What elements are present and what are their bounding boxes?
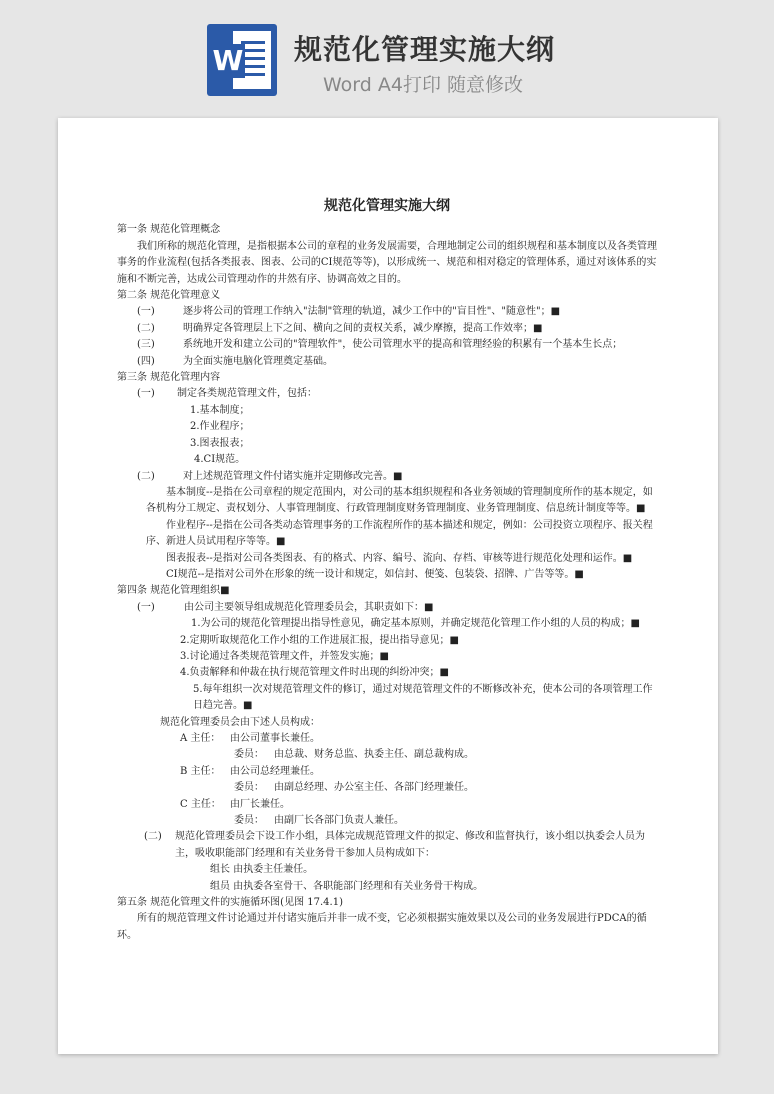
banner-title: 规范化管理实施大纲	[294, 33, 556, 66]
member-text: 由副厂长各部门负责人兼任。	[274, 815, 404, 827]
article-4-section-2	[117, 829, 657, 862]
committee-chair	[117, 797, 657, 813]
list-item: 4.CI规范。	[194, 454, 246, 466]
chair-text: 由公司董事长兼任。	[230, 733, 320, 744]
section-number: (二)	[137, 470, 155, 482]
item-number: (三)	[137, 339, 155, 351]
section-number: (二)	[144, 831, 162, 843]
definition-paragraph: 基本制度--是指在公司章程的规定范围内，对公司的基本组织规程和各业务领域的管理制度所作的基本规定，如各机构分工规定、责权划分、人事管理制度、行政管理制度财务管理制度、业务管理制度、信息统计制度等等。■	[146, 486, 653, 515]
article-2-heading: 第二条 规范化管理意义	[117, 290, 221, 302]
item-text: 逐步将公司的管理工作纳入"法制"管理的轨道，减少工作中的"盲目性"、"随意性"；■	[183, 306, 561, 318]
top-banner	[0, 0, 774, 112]
word-letter: W	[212, 44, 244, 77]
section-number: (一)	[137, 601, 155, 613]
member-label: 委员：	[234, 749, 264, 761]
document-title: 规范化管理实施大纲	[324, 198, 450, 214]
section-text: 由公司主要领导组成规范化管理委员会，其职责如下：■	[184, 601, 434, 613]
duty-item: 1.为公司的规范化管理提出指导性意见，确定基本原则，并确定规范化管理工作小组的人员的构成；■	[191, 618, 640, 630]
definition-paragraph: 图表报表--是指对公司各类图表、有的格式、内容、编号、流向、存档、审核等进行规范化处理和运作。■	[166, 552, 633, 564]
definition-paragraph: 作业程序--是指在公司各类动态管理事务的工作流程所作的基本描述和规定，例如：公司投资立项程序、报关程序、新进人员试用程序等等。■	[146, 519, 653, 548]
article-3-section-1	[117, 386, 657, 402]
item-text: 为全面实施电脑化管理奠定基础。	[183, 355, 333, 367]
member-label: 委员：	[234, 815, 264, 827]
chair-role: C 主任：	[180, 798, 221, 810]
article-4-section-1	[117, 600, 657, 616]
article-1-heading: 第一条 规范化管理概念	[117, 224, 221, 236]
section-text: 对上述规范管理文件付诸实施并定期修改完善。■	[183, 470, 403, 482]
duty-item: 2.定期听取规范化工作小组的工作进展汇报，提出指导意见；■	[180, 634, 459, 646]
article-2-item	[117, 354, 657, 370]
duty-item: 3.讨论通过各类规范管理文件，并签发实施；■	[180, 650, 389, 662]
committee-members	[117, 813, 657, 829]
list-item: 3.图表报表；	[190, 437, 250, 449]
article-3-section-2	[117, 469, 657, 485]
member-text: 由副总经理、办公室主任、各部门经理兼任。	[274, 782, 474, 794]
list-item: 2.作业程序；	[190, 421, 250, 433]
article-5-heading: 第五条 规范化管理文件的实施循环图(见图 17.4.1)	[117, 897, 343, 909]
committee-members	[117, 747, 657, 763]
chair-text: 由厂长兼任。	[230, 798, 290, 810]
chair-text: 由公司总经理兼任。	[230, 765, 320, 777]
group-member: 组员 由执委各室骨干、各职能部门经理和有关业务骨干构成。	[210, 880, 484, 892]
committee-members	[117, 780, 657, 796]
duty-item: 4.负责解释和仲裁在执行规范管理文件时出现的纠纷冲突；■	[180, 667, 449, 679]
document-page	[58, 118, 718, 1054]
committee-chair	[117, 764, 657, 780]
member-label: 委员：	[234, 782, 264, 794]
committee-chair	[117, 731, 657, 747]
article-1-paragraph: 我们所称的规范化管理，是指根据本公司的章程的业务发展需要，合理地制定公司的组织规程和基本制度以及各类管理事务的作业流程(包括各类报表、图表、公司的CI规范等等)，以形成统一、规范和相对稳定的管理体系，通过对该体系的实施和不断完善，达成公司管理动作的井然有序、协调高效之目的。	[117, 240, 657, 285]
banner-subtitle: Word A4打印 随意修改	[323, 74, 524, 96]
document-content	[117, 198, 657, 944]
item-number: (四)	[137, 355, 155, 367]
word-logo-icon	[207, 24, 277, 96]
item-text: 系统地开发和建立公司的"管理软件"，使公司管理水平的提高和管理经验的积累有一个基本生长点；	[183, 339, 623, 351]
section-text: 制定各类规范管理文件，包括：	[177, 388, 317, 400]
article-5-paragraph: 所有的规范管理文件讨论通过并付诸实施后并非一成不变，它必须根据实施效果以及公司的业务发展进行PDCA的循环。	[117, 913, 647, 941]
article-3-heading: 第三条 规范化管理内容	[117, 372, 221, 384]
definition-paragraph: CI规范--是指对公司外在形象的统一设计和规定，如信封、便笺、包装袋、招牌、广告等等。■	[166, 568, 584, 580]
group-leader: 组长 由执委主任兼任。	[210, 864, 314, 876]
member-text: 由总裁、财务总监、执委主任、副总裁构成。	[274, 749, 474, 761]
item-text: 明确界定各管理层上下之间、横向之间的责权关系，减少摩擦，提高工作效率；■	[183, 322, 543, 334]
article-2-item	[117, 337, 657, 353]
article-2-item	[117, 321, 657, 337]
section-text: 规范化管理委员会下设工作小组，具体完成规范管理文件的拟定、修改和监督执行，该小组以执委会人员为主，吸收职能部门经理和有关业务骨干参加人员构成如下：	[175, 831, 645, 859]
item-number: (二)	[137, 322, 155, 334]
section-number: (一)	[137, 388, 155, 400]
chair-role: A 主任：	[180, 733, 221, 744]
article-2-item	[117, 304, 657, 320]
article-4-heading: 第四条 规范化管理组织■	[117, 585, 230, 597]
committee-intro: 规范化管理委员会由下述人员构成：	[160, 716, 320, 728]
chair-role: B 主任：	[180, 765, 221, 777]
item-number: (一)	[137, 306, 155, 318]
list-item: 1.基本制度；	[190, 404, 250, 416]
duty-item: 5.每年组织一次对规范管理文件的修订，通过对规范管理文件的不断修改补充，使本公司的各项管理工作日趋完善。■	[193, 683, 653, 712]
